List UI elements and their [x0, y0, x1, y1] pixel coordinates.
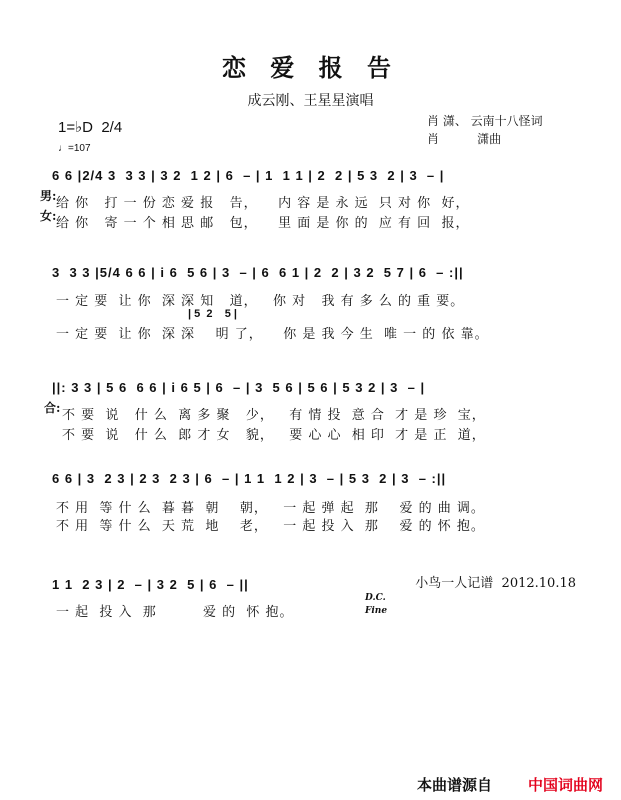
lyric-line-3b: 不 要 说 什 么 郎 才 女 貌， 要 心 心 相 印 才 是 正 道，	[62, 428, 486, 443]
lyric-marker-female: 女:	[40, 209, 57, 223]
lyric-line-2b: 一 定 要 让 你 深 深 明 了， 你 是 我 今 生 唯 一 的 依 靠。	[56, 327, 489, 342]
composer-credit: 肖 潇曲	[427, 132, 502, 146]
song-title: 恋 爱 报 告	[221, 53, 400, 82]
alternate-measure: | 5 2 5 |	[188, 308, 237, 320]
notation-line-1: 6 6 |2/4 3 3 3 | 3 2 1 2 | 6 – | 1 1 1 | 2 2 | 5 3 2 | 3 – |	[52, 168, 445, 183]
lyricist-credit: 肖 潇、 云南十八怪词	[427, 114, 543, 128]
tempo-mark: ♩=107	[58, 143, 91, 154]
notation-line-2: 3 3 3 |5/4 6 6 | i 6 5 6 | 3 – | 6 6 1 | 2 2 | 3 2 5 7 | 6 – :||	[52, 265, 464, 280]
fine-mark: Fine	[365, 606, 388, 616]
lyric-line-4a: 不 用 等 什 么 暮 暮 朝 朝， 一 起 弹 起 那 爱 的 曲 调。	[56, 501, 485, 516]
notation-line-4: 6 6 | 3 2 3 | 2 3 2 3 | 6 – | 1 1 1 2 | 3 – | 5 3 2 | 3 – :||	[52, 471, 447, 486]
footer-site-link[interactable]: 中国词曲网	[528, 776, 604, 794]
notation-line-5: 1 1 2 3 | 2 – | 3 2 5 | 6 – ||	[52, 577, 249, 592]
lyric-marker-male: 男:	[40, 189, 57, 203]
footer-source-label: 本曲谱源自	[417, 776, 493, 794]
lyric-marker-chorus: 合:	[44, 401, 61, 415]
transcriber-note: 小鸟一人记谱 2012.10.18	[415, 576, 576, 591]
lyric-line-1b: 给 你 寄 一 个 相 思 邮 包， 里 面 是 你 的 应 有 回 报，	[56, 216, 470, 231]
lyric-line-4b: 不 用 等 什 么 天 荒 地 老， 一 起 投 入 那 爱 的 怀 抱。	[56, 519, 485, 534]
dc-mark: D.C.	[365, 593, 386, 603]
lyric-line-3a: 不 要 说 什 么 离 多 聚 少， 有 情 投 意 合 才 是 珍 宝，	[62, 408, 486, 423]
lyric-line-1a: 给 你 打 一 份 恋 爱 报 告， 内 容 是 永 远 只 对 你 好，	[56, 196, 470, 211]
lyric-line-2a: 一 定 要 让 你 深 深 知 道， 你 对 我 有 多 么 的 重 要。	[56, 294, 465, 309]
singers-line: 成云刚、王星星演唱	[247, 93, 374, 109]
key-signature: 1=♭D 2/4	[58, 119, 123, 136]
lyric-line-5: 一 起 投 入 那 爱 的 怀 抱。	[56, 605, 294, 620]
notation-line-3: ||: 3 3 | 5 6 6 6 | i 6 5 | 6 – | 3 5 6 | 5 6 | 5 3 2 | 3 – |	[52, 380, 426, 395]
